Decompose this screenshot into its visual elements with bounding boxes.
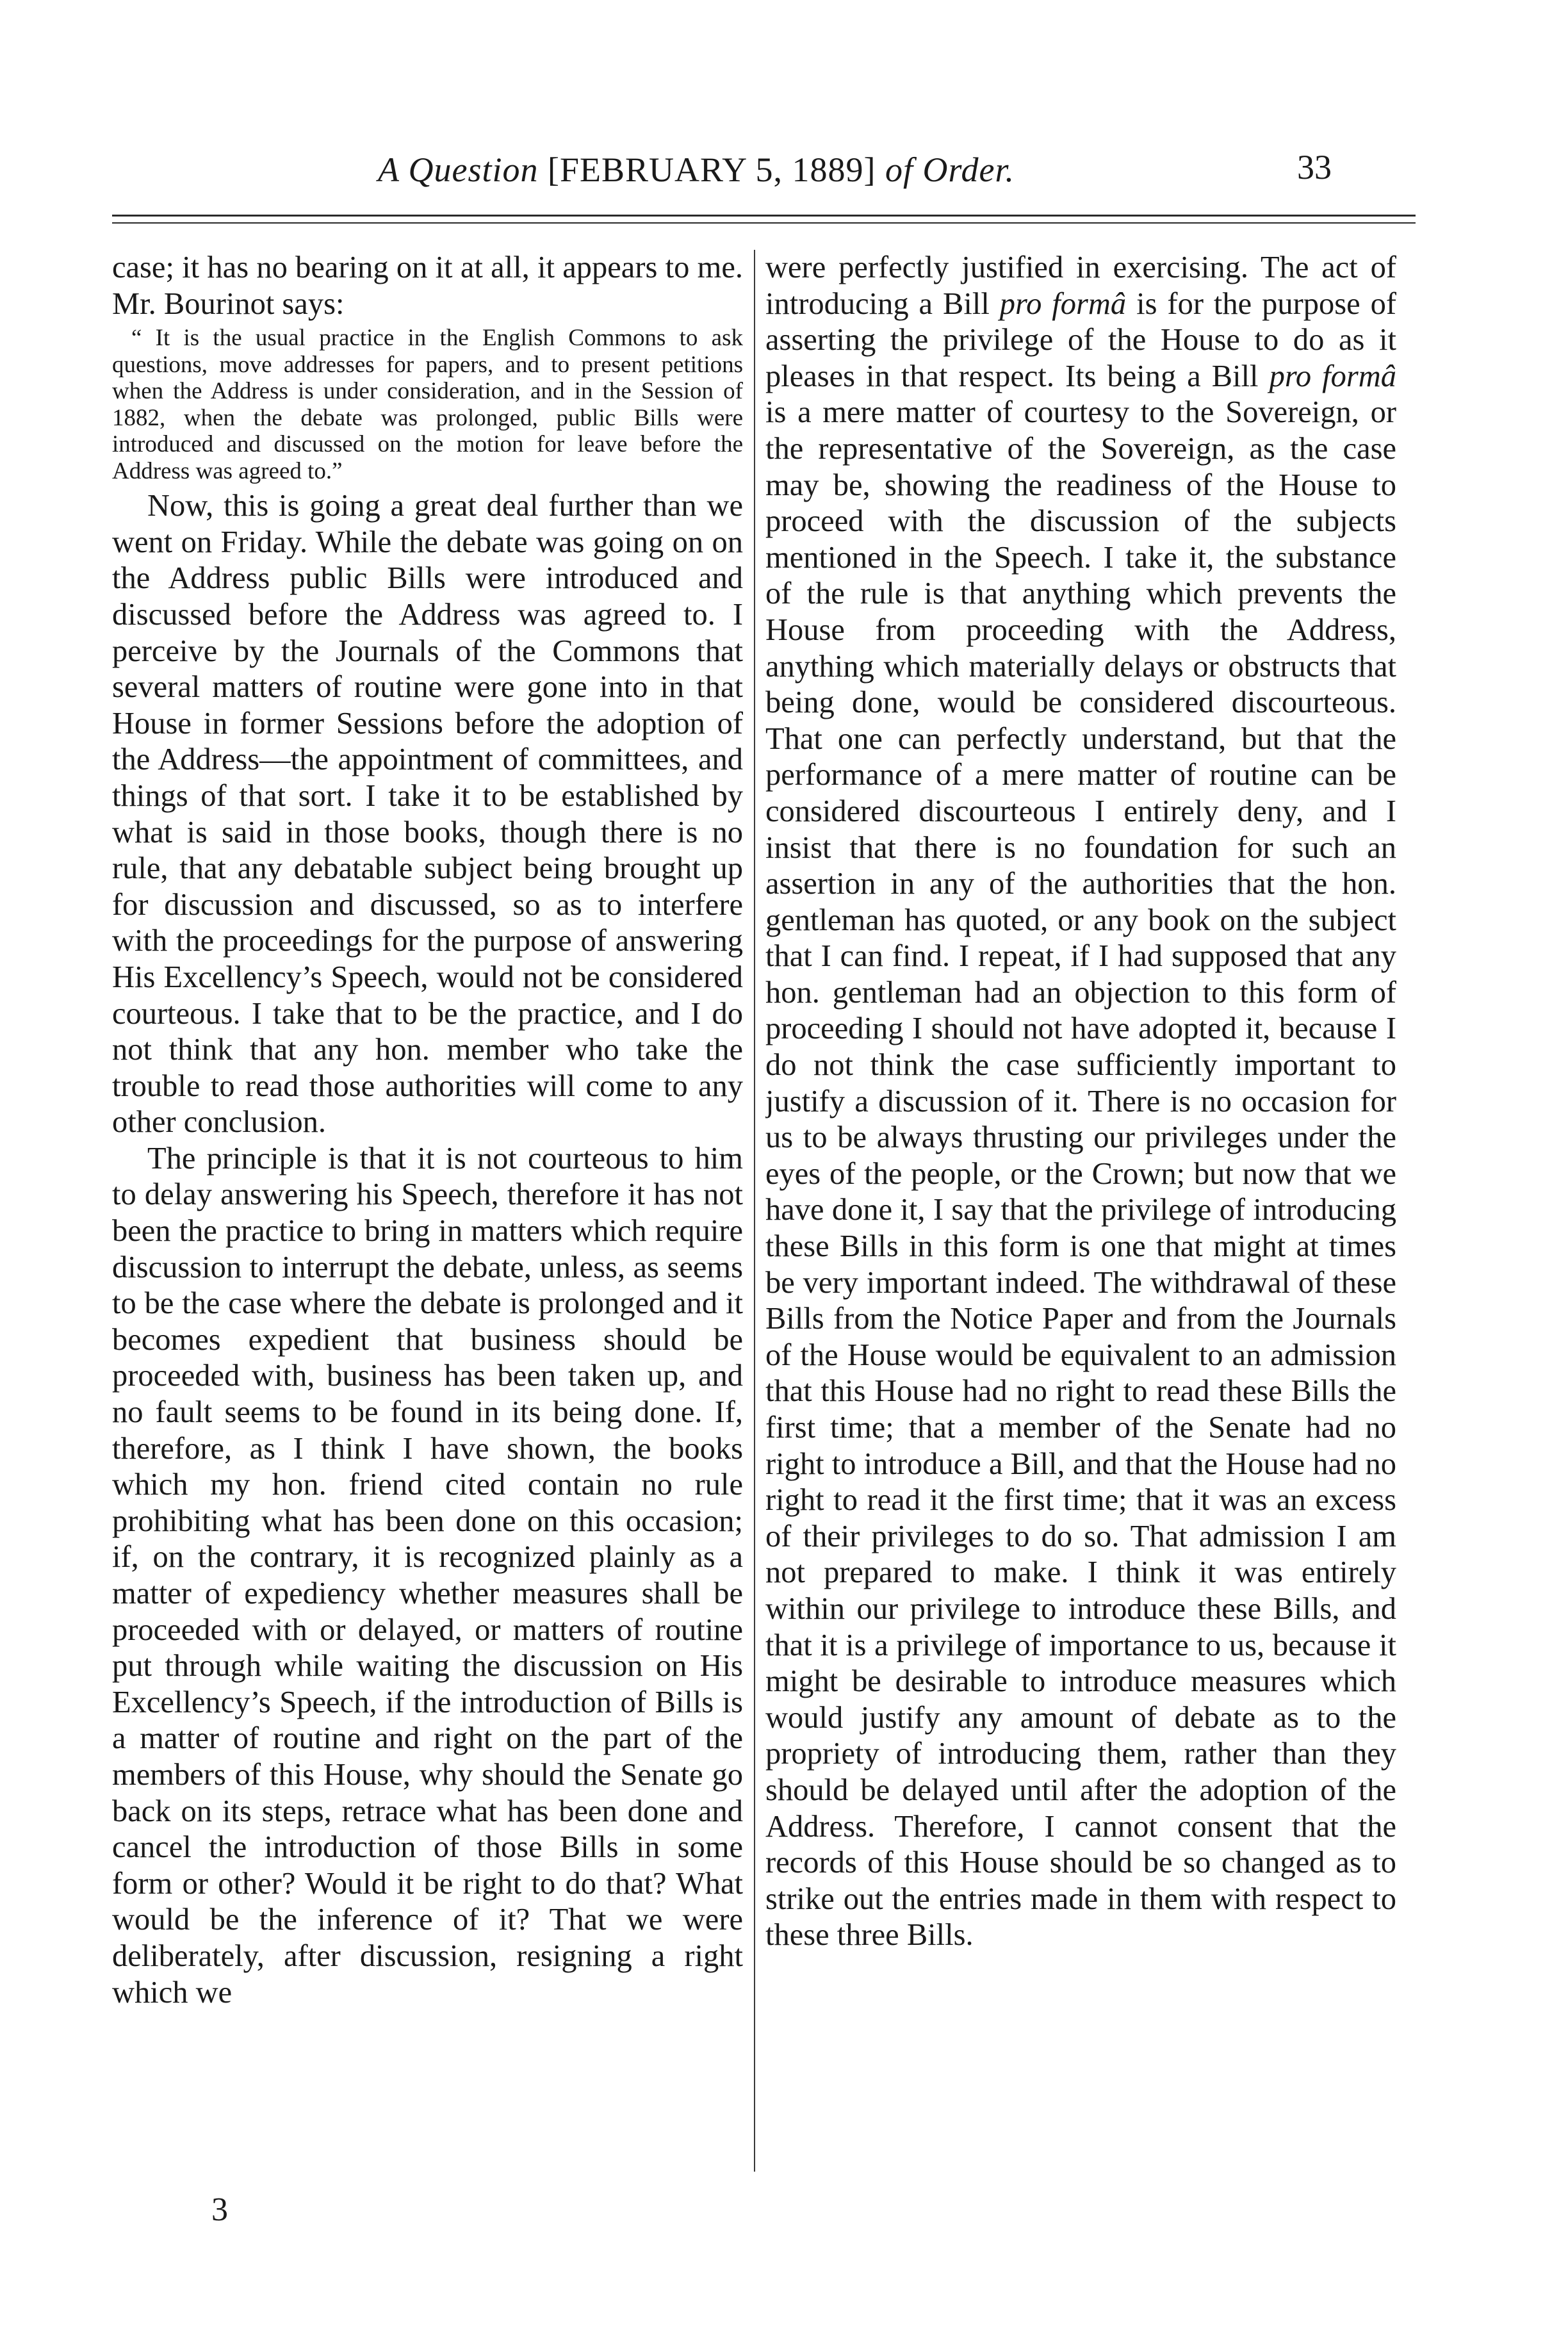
- bourinot-quote: “ It is the usual practice in the English Commons to ask questions, move addresses for papers, and to present petitions when the Address is under consideration, and in the Session of 1882, when the debate was prolonged, public Bills were introduced and discussed on the motion for leave before the Address was agreed to.”: [112, 325, 743, 484]
- left-paragraph-2: Now, this is going a great deal further than we went on Friday. While the debate was going on on the Address public Bills were introduced and discussed before the Address was agreed to. I perceive by the Journals of the Commons that several matters of routine were gone into in that House in former Sessions before the adoption of the Address—the appointment of committees, and things of that sort. I take it to be established by what is said in those books, though there is no rule, that any debatable subject being brought up for discussion and discussed, so as to interfere with the proceedings for the purpose of answering His Excellency’s Speech, would not be considered courteous. I take that to be the practice, and I do not think that any hon. member who take the trouble to read those authorities will come to any other conclusion.: [112, 489, 743, 1140]
- right-italic-2: pro formâ: [1269, 359, 1396, 393]
- header-rule-bottom: [112, 222, 1416, 224]
- right-text-3: is a mere matter of courtesy to the Sovereign, or the representative of the Sovereign, as the case may be, showing the readiness of the House to proceed with the discussion of the subjects mentioned in the Speech. I take it, the substance of the rule is that anything which prevents the House from proceeding with the Address, anything which materially delays or obstructs that being done, would be considered discourteous. That one can perfectly understand, but that the performance of a mere matter of routine can be considered discourteous I entirely deny, and I insist that there is no foundation for such an assertion in any of the authorities that the hon. gentleman has quoted, or any book on the subject that I can find. I repeat, if I had supposed that any hon. gentleman had an objection to this form of proceeding I should not have adopted it, because I do not think the case sufficiently important to justify a discussion of it. There is no occasion for us to be always thrusting our privileges under the eyes of the people, or the Crown; but now that we have done it, I say that the privilege of introducing these Bills in this form is one that might at times be very important indeed. The withdrawal of these Bills from the Notice Paper and from the Journals of the House would be equivalent to an admission that this House had no right to read these Bills the first time; that a member of the Senate had no right to introduce a Bill, and that the House had no right to read it the first time; that it was an excess of their privileges to do so. That admission I am not prepared to make. I think it was entirely within our privilege to introduce these Bills, and that it is a privilege of importance to us, because it might be desirable to introduce measures which would justify any amount of debate as to the propriety of introducing them, rather than they should be delayed until after the adoption of the Address. Therefore, I cannot consent that the records of this House should be so changed as to strike out the entries made in them with respect to these three Bills.: [765, 395, 1396, 1953]
- running-head-date: [FEBRUARY 5, 1889]: [548, 151, 876, 189]
- running-head-prefix: A Question: [378, 151, 539, 189]
- left-paragraph-1: case; it has no bearing on it at all, it appears to me. Mr. Bourinot says:: [112, 250, 743, 321]
- header-rule-top: [112, 215, 1416, 217]
- right-paragraph: [765, 250, 1396, 1954]
- page-number: 33: [1297, 148, 1332, 186]
- running-head-suffix: of Order.: [885, 151, 1015, 189]
- left-column: [112, 250, 743, 2178]
- running-head: [378, 150, 1015, 190]
- right-text-1: were perfectly justified in exercising. The act of introducing a Bill: [765, 250, 1396, 321]
- page-header: [0, 128, 1568, 205]
- column-divider: [754, 250, 755, 2172]
- left-paragraph-3: The principle is that it is not courteous to him to delay answering his Speech, therefore it has not been the practice to bring in matters which require discussion to interrupt the debate, unless, as seems to be the case where the debate is prolonged and it becomes expedient that business should be proceeded with, business has been taken up, and no fault seems to be found in its being done. If, therefore, as I think I have shown, the books which my hon. friend cited contain no rule prohibiting what has been done on this occasion; if, on the contrary, it is recognized plainly as a matter of expediency whether measures shall be proceeded with or delayed, or matters of routine put through while waiting the discussion on His Excellency’s Speech, if the introduction of Bills is a matter of routine and right on the part of the members of this House, why should the Senate go back on its steps, retrace what has been done and cancel the introduction of those Bills in some form or other? Would it be right to do that? What would be the inference of it? That we were deliberately, after discussion, resigning a right which we: [112, 1141, 743, 2010]
- right-column: [765, 250, 1396, 2178]
- right-text-2: is for the purpose of asserting the privilege of the House to do as it pleases in that respect. Its being a Bill: [765, 286, 1396, 393]
- right-italic-1: pro formâ: [999, 286, 1127, 321]
- signature-mark: 3: [211, 2191, 228, 2228]
